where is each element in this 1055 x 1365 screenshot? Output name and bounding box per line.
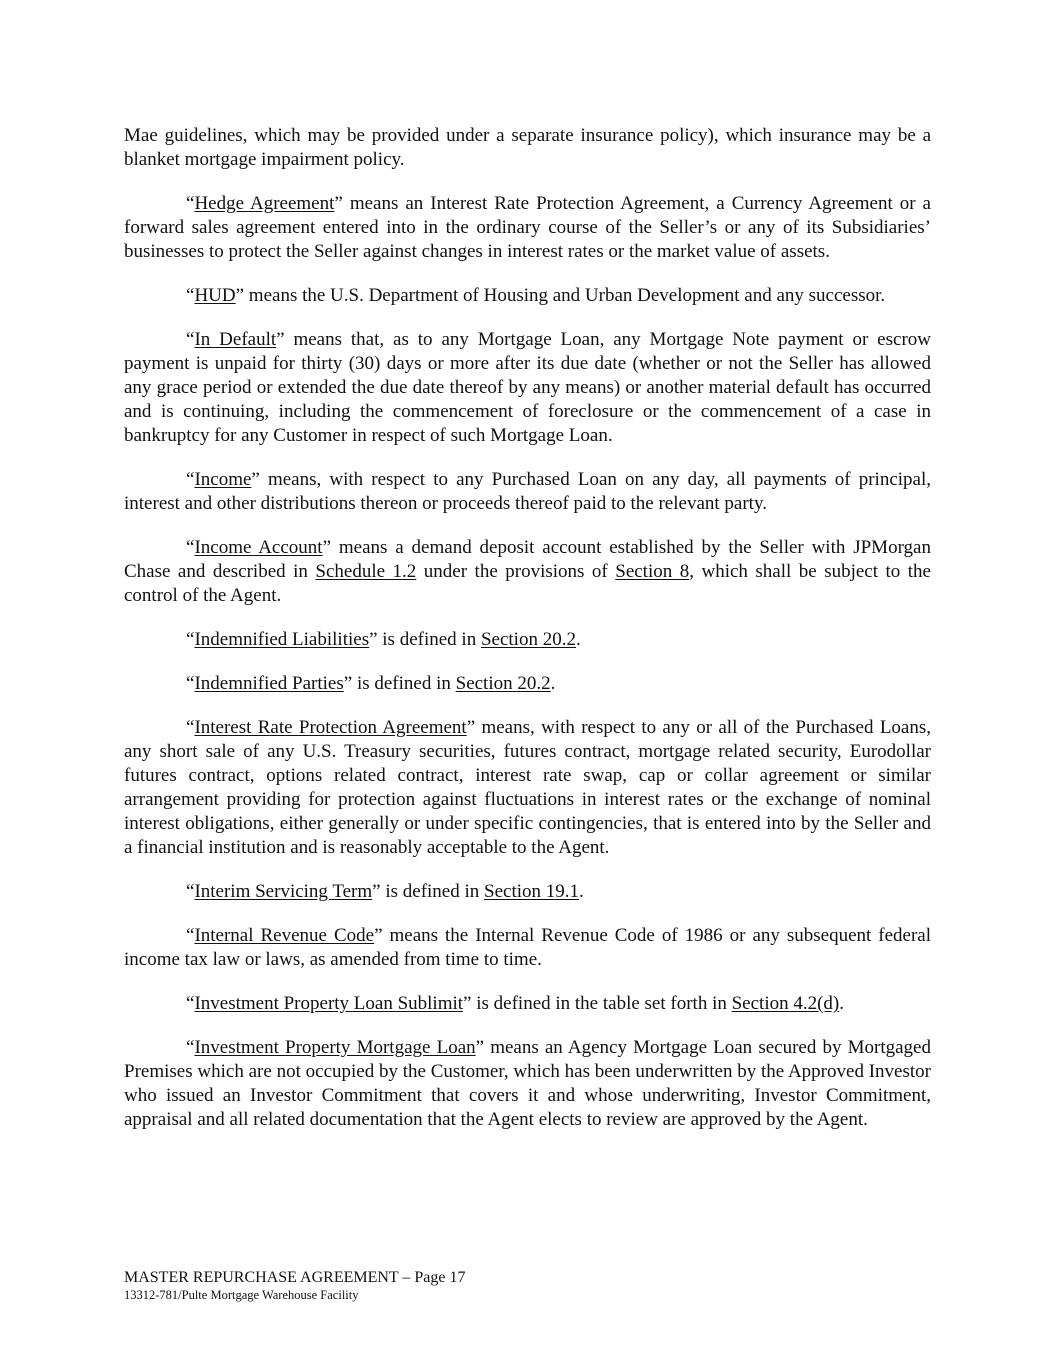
paragraph-text: ” means that, as to any Mortgage Loan, any Mortgage Note payment or escrow payment is unpaid for thirty (30) days or more after its due date (whether or not the Seller has allowed any grace period or extended the due date thereof by any means) or another material default has occurred and is continuing, including the commencement of foreclosure or the commencement of a case in bankruptcy for any Customer in respect of such Mortgage Loan. (124, 329, 931, 446)
paragraph-text: ” means an Interest Rate Protection Agreement, a Currency Agreement or a forward sales agreement entered into in the ordinary course of the Seller’s or any of its Subsidiaries’ businesses to protect the Seller against changes in interest rates or the market value of assets. (124, 193, 931, 262)
underlined-term: Section 4.2(d) (731, 993, 840, 1014)
definition-paragraph-income-account (124, 536, 931, 608)
definition-paragraph-interest-rate-protection-agreement (124, 716, 931, 860)
paragraph-text: “ (186, 993, 195, 1014)
definition-paragraph-income (124, 468, 931, 516)
paragraph-text: “ (186, 673, 195, 694)
paragraph-text: “ (186, 285, 195, 306)
underlined-term: Schedule 1.2 (315, 561, 417, 582)
paragraph-text: , which shall be subject to the control of the Agent. (124, 561, 931, 606)
definition-paragraph-in-default (124, 328, 931, 448)
underlined-term: Section 20.2 (455, 673, 551, 694)
underlined-term: In Default (194, 329, 277, 350)
underlined-term: Investment Property Loan Sublimit (194, 993, 464, 1014)
underlined-term: Indemnified Liabilities (194, 629, 370, 650)
definition-paragraph-hud (124, 284, 931, 308)
paragraph-text: ” means the U.S. Department of Housing and Urban Development and any successor. (235, 285, 886, 306)
definition-paragraph-hedge-agreement (124, 192, 931, 264)
underlined-term: Internal Revenue Code (194, 925, 375, 946)
underlined-term: Hedge Agreement (194, 193, 335, 214)
paragraph-text: . (550, 673, 556, 694)
definition-paragraph-indemnified-parties (124, 672, 931, 696)
paragraph-text: ” is defined in (343, 673, 456, 694)
definition-paragraph-indemnified-liabilities (124, 628, 931, 652)
paragraph-text: ” means a demand deposit account established by the Seller with JPMorgan Chase and described in (124, 537, 931, 582)
underlined-term: Indemnified Parties (194, 673, 344, 694)
page-footer (124, 1268, 931, 1303)
paragraph-text: ” means the Internal Revenue Code of 1986 or any subsequent federal income tax law or laws, as amended from time to time. (124, 925, 932, 970)
footer-title: MASTER REPURCHASE AGREEMENT – Page 17 (124, 1269, 466, 1286)
paragraph-text: under the provisions of (416, 561, 616, 582)
paragraph-text: ” is defined in (369, 629, 481, 650)
paragraph-text: ” is defined in the table set forth in (463, 993, 732, 1014)
underlined-term: Investment Property Mortgage Loan (194, 1037, 476, 1058)
paragraph-text: “ (186, 537, 195, 558)
paragraph-text: Mae guidelines, which may be provided under a separate insurance policy), which insurance may be a blanket mortgage impairment policy. (124, 125, 931, 170)
underlined-term: Section 8 (615, 561, 690, 582)
underlined-term: Income Account (194, 537, 323, 558)
footer-reference: 13312-781/Pulte Mortgage Warehouse Facility (124, 1288, 359, 1302)
paragraph-text: “ (186, 717, 195, 738)
definition-paragraph-investment-property-loan-sublimit (124, 992, 931, 1016)
document-body (124, 124, 931, 1152)
paragraph-text: “ (186, 881, 195, 902)
paragraph-text: ” means an Agency Mortgage Loan secured by Mortgaged Premises which are not occupied by the Customer, which has been underwritten by the Approved Investor who issued an Investor Commitment that covers it and whose underwriting, Investor Commitment, appraisal and all related documentation that the Agent elects to review are approved by the Agent. (124, 1037, 931, 1130)
definition-paragraph-mae-guidelines-continuation (124, 124, 931, 172)
paragraph-text: “ (186, 925, 195, 946)
underlined-term: HUD (194, 285, 236, 306)
definition-paragraph-investment-property-mortgage-loan (124, 1036, 931, 1132)
paragraph-text: “ (186, 193, 195, 214)
underlined-term: Section 19.1 (484, 881, 580, 902)
definition-paragraph-internal-revenue-code (124, 924, 931, 972)
paragraph-text: . (575, 629, 581, 650)
paragraph-text: ” means, with respect to any Purchased Loan on any day, all payments of principal, interest and other distributions thereon or proceeds thereof paid to the relevant party. (124, 469, 931, 514)
definition-paragraph-interim-servicing-term (124, 880, 931, 904)
paragraph-text: . (579, 881, 584, 902)
paragraph-text: ” means, with respect to any or all of the Purchased Loans, any short sale of any U.S. Treasury securities, futures contract, mortgage related security, Eurodollar futures contract, options related contract, interest rate swap, cap or collar agreement or similar arrangement providing for protection against fluctuations in interest rates or the exchange of nominal interest obligations, either generally or under specific contingencies, that is entered into by the Seller and a financial institution and is reasonably acceptable to the Agent. (124, 717, 931, 858)
paragraph-text: “ (186, 469, 195, 490)
underlined-term: Income (194, 469, 252, 490)
paragraph-text: “ (186, 329, 195, 350)
paragraph-text: ” is defined in (372, 881, 485, 902)
underlined-term: Section 20.2 (480, 629, 576, 650)
paragraph-text: . (839, 993, 845, 1014)
underlined-term: Interest Rate Protection Agreement (194, 717, 467, 738)
paragraph-text: “ (186, 1037, 195, 1058)
paragraph-text: “ (186, 629, 195, 650)
underlined-term: Interim Servicing Term (194, 881, 373, 902)
